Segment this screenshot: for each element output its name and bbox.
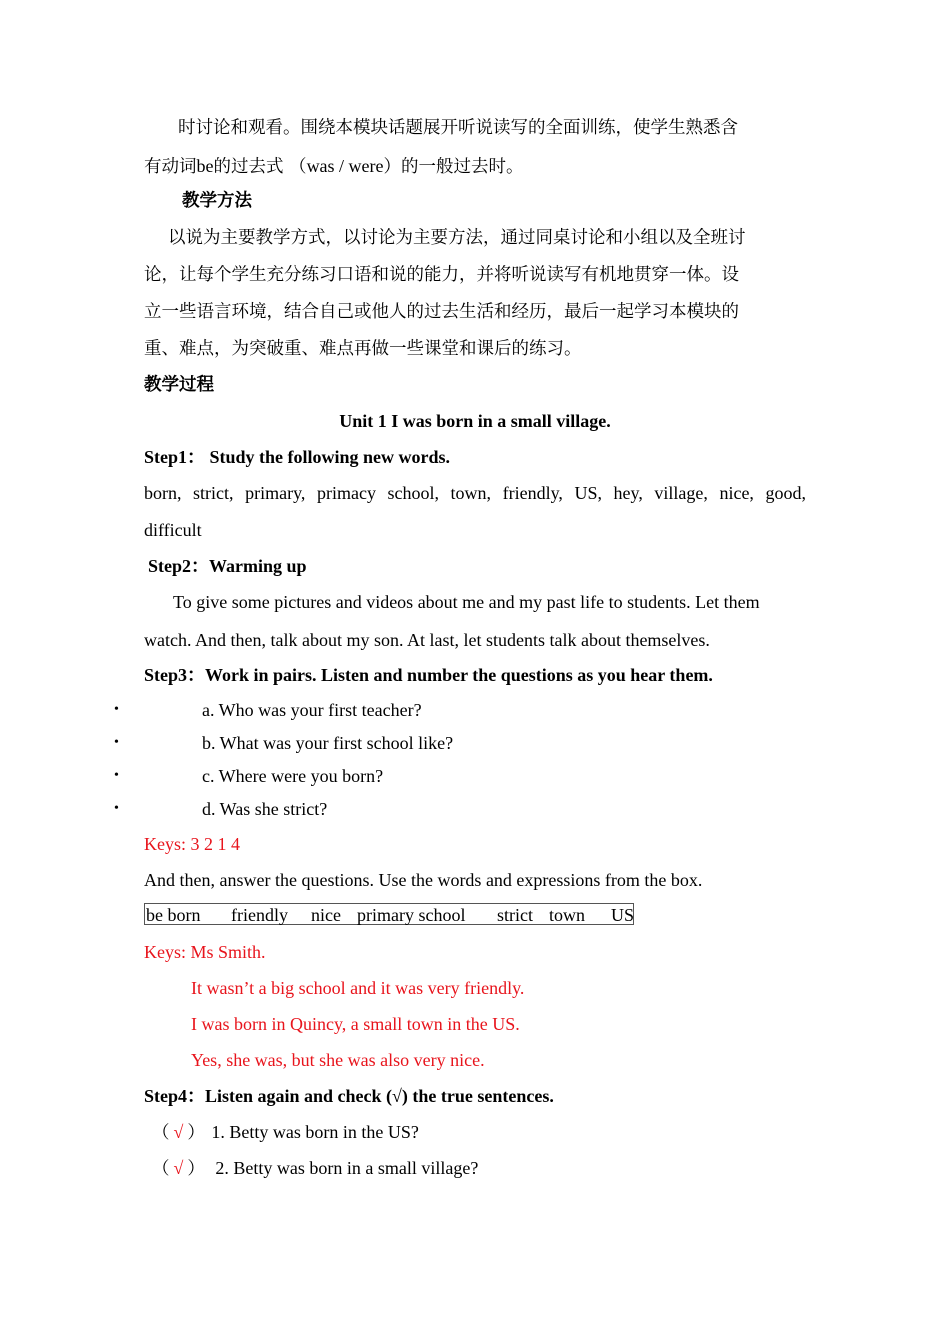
answer-line: It wasn’t a big school and it was very friendly. bbox=[191, 978, 525, 998]
word-box bbox=[144, 903, 634, 925]
check-item-text: 1. Betty was born in the US? bbox=[211, 1122, 419, 1142]
method-line-2: 论，让每个学生充分练习口语和说的能力，并将听说读写有机地贯穿一体。设 bbox=[144, 265, 739, 285]
check-item bbox=[152, 1120, 419, 1145]
keys-answers-heading: Keys: Ms Smith. bbox=[144, 942, 266, 962]
bullet-mark: • bbox=[114, 702, 119, 717]
intro-line-2-part-e: ）的一般过去时。 bbox=[383, 157, 524, 177]
step2-line-2: watch. And then, talk about my son. At last, let students talk about themselves. bbox=[144, 630, 710, 650]
check-paren-close: ） bbox=[187, 1159, 205, 1179]
check-mark: √ bbox=[173, 1122, 184, 1142]
box-word: US bbox=[611, 905, 635, 925]
keys-order: Keys: 3 2 1 4 bbox=[144, 834, 240, 854]
check-item bbox=[152, 1156, 478, 1181]
intro-line-2-part-a: 有动词 bbox=[144, 157, 197, 177]
question-item: b. What was your first school like? bbox=[202, 733, 454, 753]
step4-title: Step4：Listen again and check (√) the true sentences. bbox=[144, 1086, 554, 1106]
box-word: be born bbox=[146, 905, 201, 925]
intro-line-2-part-b: be bbox=[196, 156, 214, 176]
box-word: town bbox=[549, 905, 585, 925]
method-line-4: 重、难点，为突破重、难点再做一些课堂和课后的练习。 bbox=[144, 339, 582, 359]
method-heading: 教学方法 bbox=[182, 191, 252, 211]
check-paren-open: （ bbox=[152, 1123, 170, 1143]
check-mark: √ bbox=[173, 1158, 184, 1178]
check-item-text: 2. Betty was born in a small village? bbox=[215, 1158, 479, 1178]
step2-title: Step2：Warming up bbox=[148, 556, 307, 576]
step2-line-1: To give some pictures and videos about me and my past life to students. Let them bbox=[173, 592, 760, 612]
answer-line: Yes, she was, but she was also very nice. bbox=[191, 1050, 485, 1070]
process-heading: 教学过程 bbox=[144, 375, 214, 395]
check-paren-close: ） bbox=[187, 1123, 205, 1143]
step3-instruction: And then, answer the questions. Use the words and expressions from the box. bbox=[144, 870, 703, 890]
answer-line: I was born in Quincy, a small town in the US. bbox=[191, 1014, 520, 1034]
question-item: d. Was she strict? bbox=[202, 799, 328, 819]
intro-line-2 bbox=[144, 154, 524, 179]
unit-title: Unit 1 I was born in a small village. bbox=[339, 411, 611, 431]
step1-words-line-1: born, strict, primary, primacy school, town, friendly, US, hey, village, nice, good, bbox=[144, 483, 806, 503]
intro-line-2-part-c: 的过去式 （ bbox=[213, 157, 307, 177]
box-word: primary school bbox=[357, 905, 466, 925]
step3-title: Step3：Work in pairs. Listen and number the questions as you hear them. bbox=[144, 665, 713, 685]
box-word: nice bbox=[311, 905, 341, 925]
method-line-3: 立一些语言环境，结合自己或他人的过去生活和经历，最后一起学习本模块的 bbox=[144, 302, 739, 322]
step1-words-line-2: difficult bbox=[144, 520, 202, 540]
method-line-1: 以说为主要教学方式，以讨论为主要方法，通过同桌讨论和小组以及全班讨 bbox=[168, 228, 746, 248]
bullet-mark: • bbox=[114, 768, 119, 783]
step1-title: Step1： Study the following new words. bbox=[144, 447, 451, 467]
box-word: strict bbox=[497, 905, 533, 925]
question-item: a. Who was your first teacher? bbox=[202, 700, 422, 720]
intro-line-2-part-d: was / were bbox=[306, 156, 384, 176]
intro-line-1: 时讨论和观看。围绕本模块话题展开听说读写的全面训练，使学生熟悉含 bbox=[178, 118, 738, 138]
bullet-mark: • bbox=[114, 735, 119, 750]
bullet-mark: • bbox=[114, 801, 119, 816]
box-word: friendly bbox=[231, 905, 288, 925]
question-item: c. Where were you born? bbox=[202, 766, 384, 786]
check-paren-open: （ bbox=[152, 1159, 170, 1179]
